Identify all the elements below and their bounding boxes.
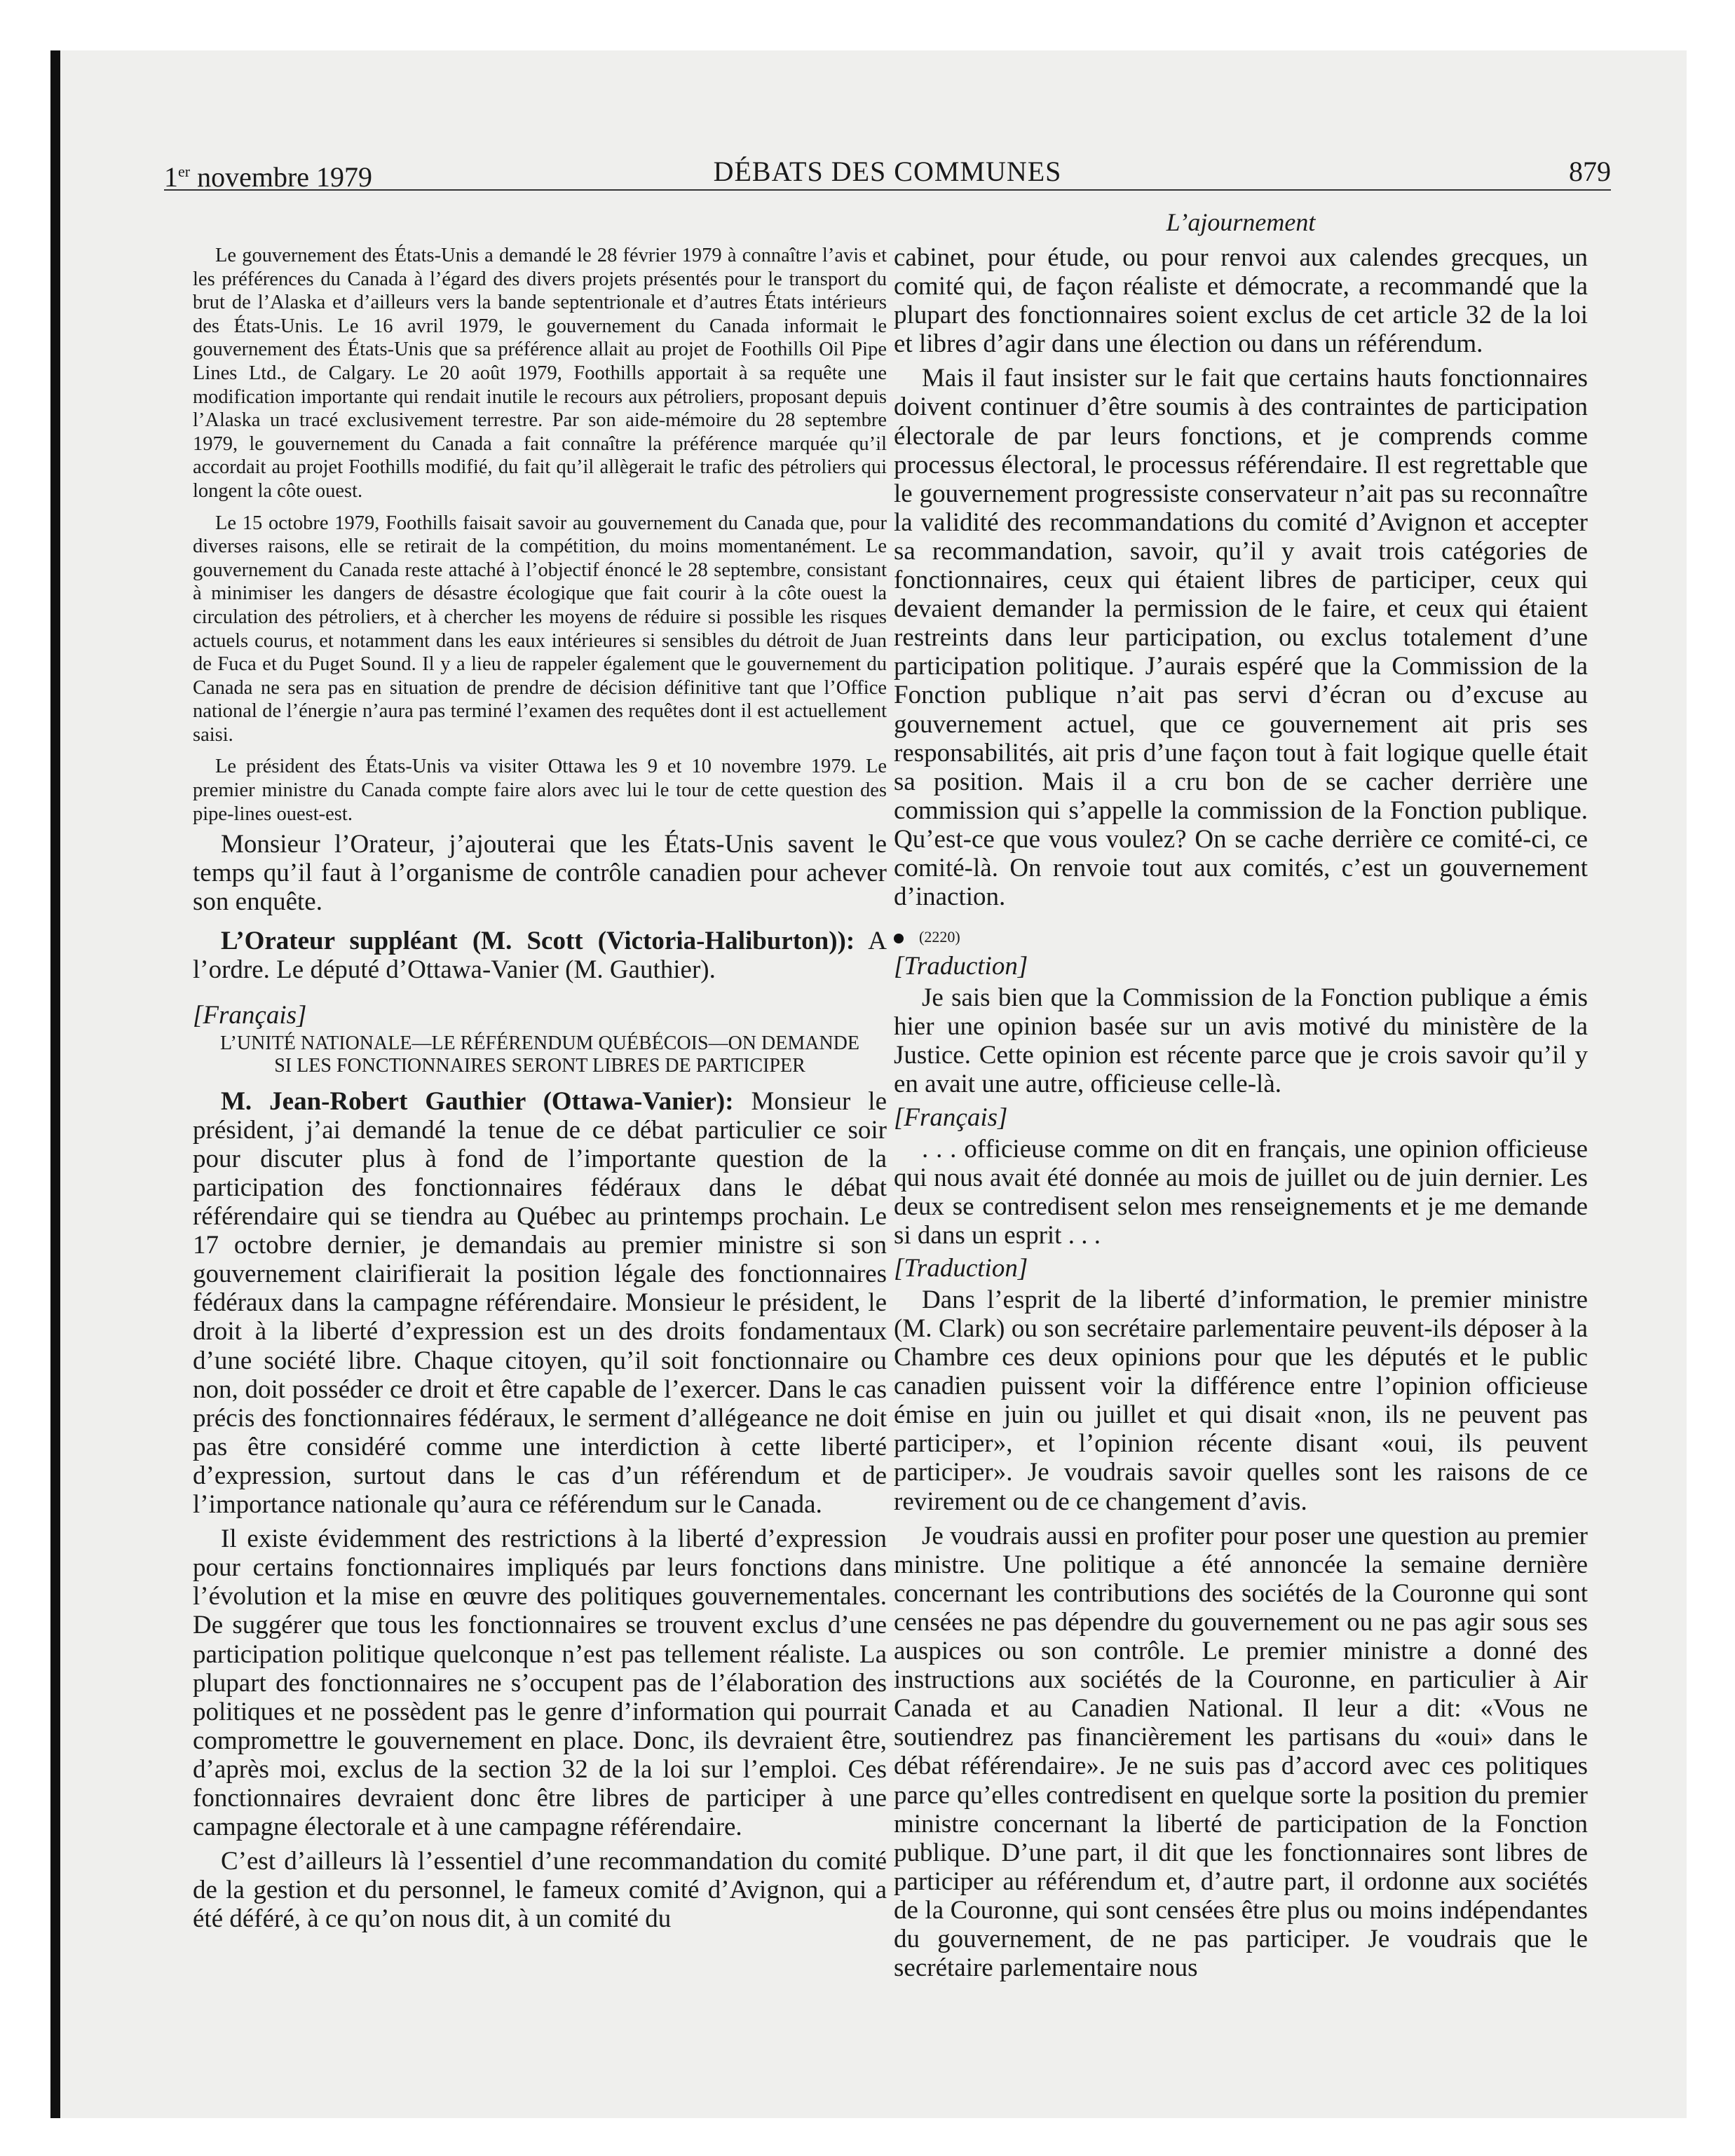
speaker-paragraph [193,1087,887,1519]
header-title: DÉBATS DES COMMUNES [713,156,1062,187]
language-tag: [Français] [894,1103,1008,1132]
language-tag: [Traduction] [894,952,1028,981]
header-date: 1er novembre 1979 [164,161,373,193]
time-stamp: (2220) [894,927,1588,948]
speech-text: A l’ordre. Le député d’Ottawa-Vanier (M. Gauthier). [193,926,887,984]
body-paragraph: Je sais bien que la Commission de la Fonction publique a émis hier une opinion basée sur un avis motivé du ministère de la Justice. Cette opinion est récente parce que je crois savoir qu’il y en avait une autre, officieuse celle-là. [894,983,1588,1099]
speaker-name: M. Jean-Robert Gauthier (Ottawa-Vanier): [221,1086,734,1116]
language-tag: [Traduction] [894,1253,1028,1283]
body-paragraph: Mais il faut insister sur le fait que certains hauts fonctionnaires doivent continuer d’être soumis à des contraintes de participation électorale de par leurs fonctions, et je comprends comme processus électoral, le processus référendaire. Il est regrettable que le gouvernement progressiste conservateur n’ait pas su reconnaître la validité des recommandations du comité d’Avignon et accepter sa recommandation, savoir, qu’il y avait trois catégories de fonctionnaires, ceux qui étaient libres de participer, ceux qui devaient demander la permission de le faire, et ceux qui étaient restreints dans leur participation, ou exclus totalement d’une participation politique. J’aurais espéré que la Commission de la Fonction publique n’ait pas servi d’écran ou d’excuse au gouvernement actuel, que ce gouvernement ait pris ses responsabilités, ait pris d’une façon tout à fait logique quelle était sa position. Mais il a cru bon de se cacher derrière une commission qui s’appelle la commission de la Fonction publique. Qu’est-ce que vous voulez? On se cache derrière ce comité-ci, ce comité-là. On renvoie tout aux comités, c’est un gouvernement d’inaction. [894,364,1588,912]
body-paragraph: Monsieur l’Orateur, j’ajouterai que les États-Unis savent le temps qu’il faut à l’organisme de contrôle canadien pour achever son enquête. [193,830,887,917]
bullet-icon [894,934,904,943]
quoted-statement-paragraph: Le 15 octobre 1979, Foothills faisait savoir au gouvernement du Canada que, pour diverses raisons, elle se retirait de la compétition, du moins momentanément. Le gouvernement du Canada reste attaché à l’objectif énoncé le 28 septembre, consistant à minimiser les dangers de désastre écologique que fait courir à la côte ouest la circulation des pétroliers, et à chercher les moyens de réduire si possible les risques actuels courus, et notamment dans les eaux intérieures si sensibles du détroit de Juan de Fuca et du Puget Sound. Il y a lieu de rappeler également que le gouvernement du Canada ne sera pas en situation de prendre de décision définitive tant que l’Office national de l’énergie n’aura pas terminé l’examen des requêtes dont il est actuellement saisi. [193,512,887,746]
right-column [894,207,1588,1982]
page-number: 879 [1569,156,1611,187]
section-heading: L’ajournement [1166,208,1316,236]
left-column [193,203,887,1933]
body-paragraph: . . . officieuse comme on dit en français, une opinion officieuse qui nous avait été donnée au mois de juillet ou de juin dernier. Les deux se contredisent selon mes renseignements et je me demande si dans un esprit . . . [894,1134,1588,1250]
body-paragraph: C’est d’ailleurs là l’essentiel d’une recommandation du comité de la gestion et du personnel, le fameux comité d’Avignon, qui a été déféré, à ce qu’on nous dit, à un comité du [193,1847,887,1934]
quoted-statement-paragraph: Le gouvernement des États-Unis a demandé le 28 février 1979 à connaître l’avis et les préférences du Canada à l’égard des divers projets présentés pour le transport du brut de l’Alaska et d’ailleurs vers la bande septentrionale et d’autres États intérieurs des États-Unis. Le 16 avril 1979, le gouvernement du Canada informait le gouvernement des États-Unis que sa préférence allait au projet de Foothills Oil Pipe Lines Ltd., de Calgary. Le 20 août 1979, Foothills apportait à sa requête une modification importante qui rendait inutile le recours aux pétroliers, proposant depuis l’Alaska un tracé exclusivement terrestre. Par son aide-mémoire du 28 septembre 1979, le gouvernement du Canada a fait connaître la préférence marquée qu’il accordait au projet Foothills modifié, du fait qu’il allègerait le trafic des pétroliers qui longent la côte ouest. [193,245,887,502]
language-tag: [Français] [193,1000,307,1030]
body-paragraph: Dans l’esprit de la liberté d’information, le premier ministre (M. Clark) ou son secrétaire parlementaire peuvent-ils déposer à la Chambre ces deux opinions pour que les députés et le public canadien puissent voir la différence entre l’opinion officieuse émise en juin ou juillet et qui disait «non, ils ne peuvent pas participer», et l’opinion récente disant «oui, ils peuvent participer». Je voudrais savoir quelles sont les raisons de ce revirement ou de ce changement d’avis. [894,1285,1588,1516]
speaker-name: L’Orateur suppléant (M. Scott (Victoria-Haliburton)): [221,926,855,955]
quoted-statement-paragraph: Le président des États-Unis va visiter Ottawa les 9 et 10 novembre 1979. Le premier ministre du Canada compte faire alors avec lui le tour de cette question des pipe-lines ouest-est. [193,756,887,825]
running-header [164,154,1611,191]
body-paragraph: cabinet, pour étude, ou pour renvoi aux calendes grecques, un comité qui, de façon réaliste et démocrate, a recommandé que la plupart des fonctionnaires soient exclus de cet article 32 de la loi et libres d’agir dans une élection ou dans un référendum. [894,243,1588,359]
speaker-paragraph [193,927,887,984]
debate-heading: L’UNITÉ NATIONALE—LE RÉFÉRENDUM QUÉBÉCOIS—ON DEMANDE SI LES FONCTIONNAIRES SERONT LIBRES DE PARTICIPER [219,1032,859,1077]
body-paragraph: Il existe évidemment des restrictions à la liberté d’expression pour certains fonctionnaires impliqués par leurs fonctions dans l’évolution et la mise en œuvre des politiques gouvernementales. De suggérer que tous les fonctionnaires se trouvent exclus d’une participation politique quelconque n’est pas tellement réaliste. La plupart des fonctionnaires ne s’occupent pas de l’élaboration des politiques et ne possèdent pas le genre d’information qui pourrait compromettre le gouvernement en place. Donc, ils devraient être, d’après moi, exclus de la section 32 de la loi sur l’emploi. Ces fonctionnaires devraient donc être libres de participer à une campagne électorale et à une campagne référendaire. [193,1524,887,1842]
body-paragraph: Je voudrais aussi en profiter pour poser une question au premier ministre. Une politique a été annoncée la semaine dernière concernant les contributions des sociétés de la Couronne qui sont censées ne pas dépendre du gouvernement ou ne pas agir sous ses auspices ou son contrôle. Le premier ministre a donné des instructions aux sociétés de la Couronne, en particulier à Air Canada et au Canadien National. Il leur a dit: «Vous ne soutiendrez pas financièrement les partisans du «oui» dans le débat référendaire». Je ne suis pas d’accord avec ces politiques parce qu’elles contredisent en quelque sorte la position du premier ministre concernant la liberté de participation de la Fonction publique. D’une part, il dit que les fonctionnaires sont libres de participer au référendum et, d’autre part, il ordonne aux sociétés de la Couronne, qui sont censées être plus ou moins indépendantes du gouvernement, de ne pas participer. Je voudrais que le secrétaire parlementaire nous [894,1521,1588,1983]
speech-text: Monsieur le président, j’ai demandé la tenue de ce débat particulier ce soir pour discuter plus à fond de l’importante question de la participation des fonctionnaires fédéraux dans le débat référendaire qui se tiendra au Québec au printemps prochain. Le 17 octobre dernier, je demandais au premier ministre si son gouvernement clairifierait la position légale des fonctionnaires fédéraux dans la campagne référendaire. Monsieur le président, le droit à la liberté d’expression est un des droits fondamentaux d’une société libre. Chaque citoyen, qu’il soit fonctionnaire ou non, doit posséder ce droit et être capable de l’exercer. Dans le cas précis des fonctionnaires fédéraux, le serment d’allégeance ne doit pas être considéré comme une interdiction à cette liberté d’expression, surtout dans le cas d’un référendum et de l’importance nationale qu’aura ce référendum sur le Canada. [193,1086,887,1520]
